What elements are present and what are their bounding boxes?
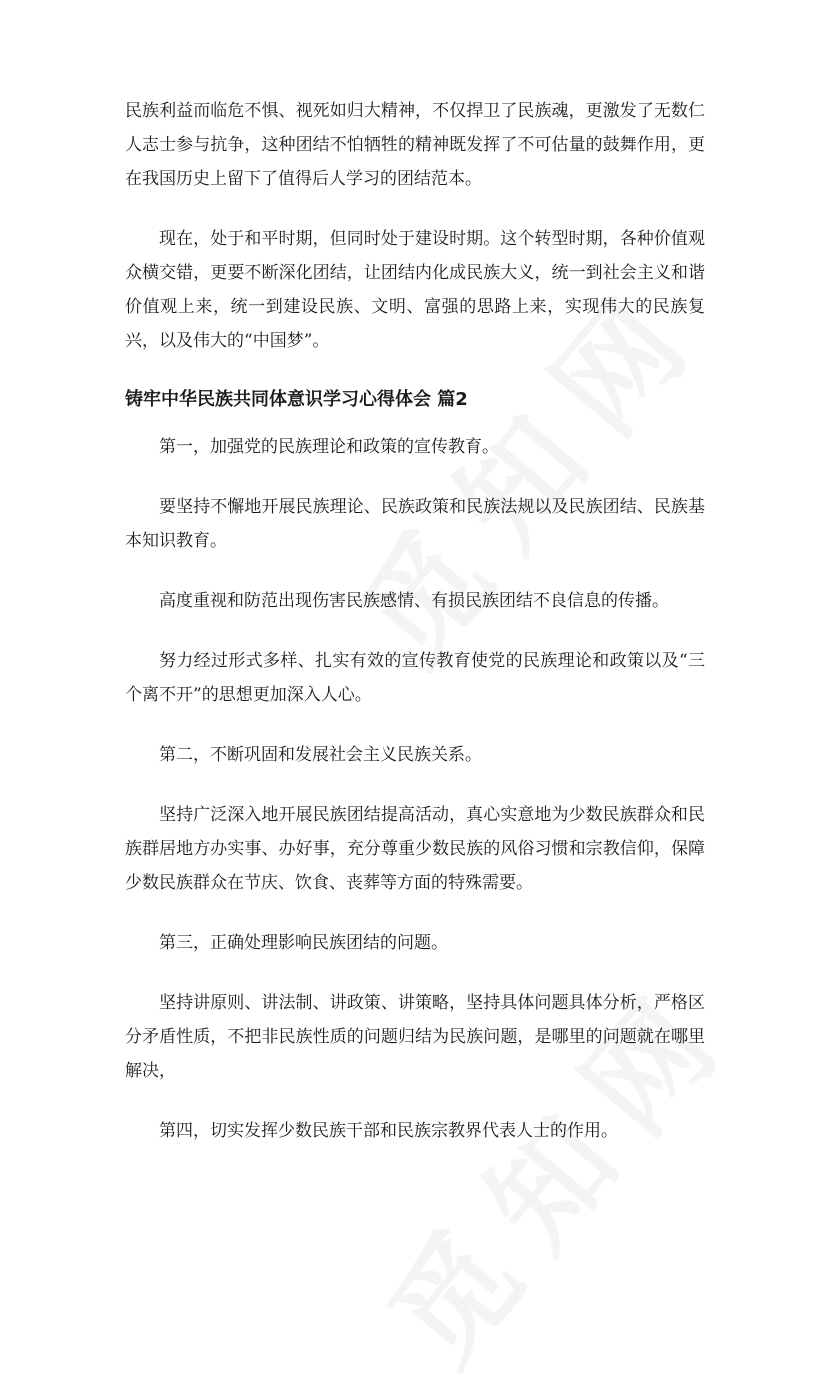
- paragraph: 民族利益而临危不惧、视死如归大精神，不仅捍卫了民族魂，更激发了无数仁人志士参与抗争，这种团结不怕牺牲的精神既发挥了不可估量的鼓舞作用，更在我国历史上留下了值得后人学习的团结范本。: [125, 101, 705, 189]
- paragraph: 坚持广泛深入地开展民族团结提高活动，真心实意地为少数民族群众和民族群居地方办实事、办好事，充分尊重少数民族的风俗习惯和宗教信仰，保障少数民族群众在节庆、饮食、丧葬等方面的特殊需要。: [125, 805, 705, 893]
- paragraph: 坚持讲原则、讲法制、讲政策、讲策略，坚持具体问题具体分析，严格区分矛盾性质，不把非民族性质的问题归结为民族问题，是哪里的问题就在哪里解决，: [125, 993, 705, 1081]
- paragraph: 第一，加强党的民族理论和政策的宣传教育。: [159, 437, 499, 457]
- paragraph: 努力经过形式多样、扎实有效的宣传教育使党的民族理论和政策以及“三个离不开”的思想更加深入人心。: [125, 651, 705, 705]
- paragraph: 第二，不断巩固和发展社会主义民族关系。: [159, 745, 482, 765]
- paragraph: 第三，正确处理影响民族团结的问题。: [159, 933, 448, 953]
- paragraph: 高度重视和防范出现伤害民族感情、有损民族团结不良信息的传播。: [159, 591, 669, 611]
- paragraph: 要坚持不懈地开展民族理论、民族政策和民族法规以及民族团结、民族基本知识教育。: [125, 497, 705, 551]
- paragraph: 现在，处于和平时期，但同时处于建设时期。这个转型时期，各种价值观众横交错，更要不断深化团结，让团结内化成民族大义，统一到社会主义和谐价值观上来，统一到建设民族、文明、富强的思路上来，实现伟大的民族复兴，以及伟大的“中国梦”。: [125, 229, 705, 351]
- section-title: 铸牢中华民族共同体意识学习心得体会 篇2: [125, 389, 468, 410]
- document-body: [125, 94, 705, 1174]
- paragraph: 第四，切实发挥少数民族干部和民族宗教界代表人士的作用。: [159, 1121, 618, 1141]
